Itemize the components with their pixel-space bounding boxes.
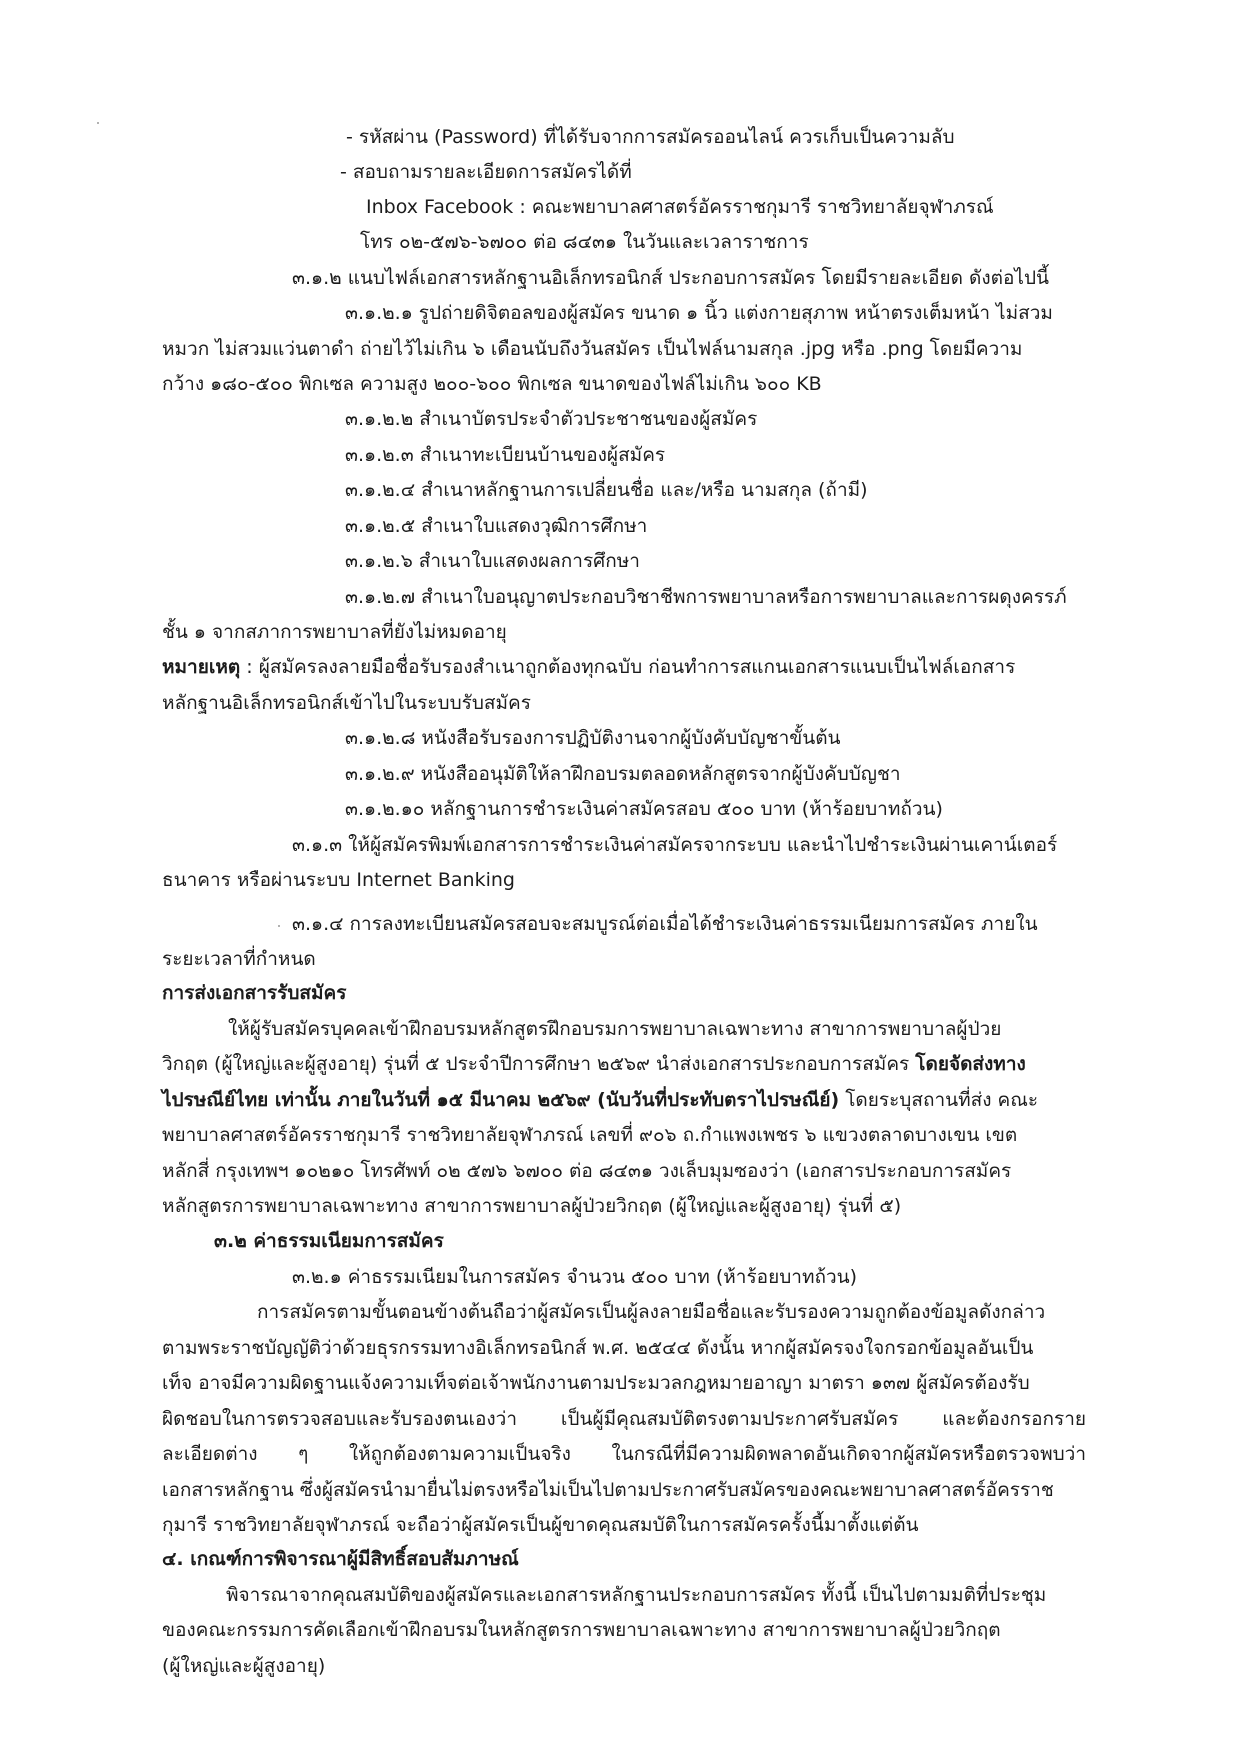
text-line: ๓.๑.๒.๑ รูปถ่ายดิจิตอลของผู้สมัคร ขนาด ๑ นิ้ว แต่งกายสุภาพ หน้าตรงเต็มหน้า ไม่สวม (345, 302, 1053, 324)
section-heading: การส่งเอกสารรับสมัคร (162, 982, 347, 1004)
text-line: ๓.๑.๒.๙ หนังสืออนุมัติให้ลาฝึกอบรมตลอดหลักสูตรจากผู้บังคับบัญชา (345, 763, 901, 785)
scan-dot (97, 122, 99, 124)
text-line: ตามพระราชบัญญัติว่าด้วยธุรกรรมทางอิเล็กทรอนิกส์ พ.ศ. ๒๕๔๔ ดังนั้น หากผู้สมัครจงใจกรอกข้อมูลอันเป็น (162, 1337, 1034, 1359)
text-line: Inbox Facebook : คณะพยาบาลศาสตร์อัครราชกุมารี ราชวิทยาลัยจุฬาภรณ์ (366, 196, 994, 218)
text-line: (ผู้ใหญ่และผู้สูงอายุ) (162, 1655, 326, 1677)
text-line: พยาบาลศาสตร์อัครราชกุมารี ราชวิทยาลัยจุฬาภรณ์ เลขที่ ๙๐๖ ถ.กำแพงเพชร ๖ แขวงตลาดบางเขน เขต (162, 1124, 1018, 1146)
text-line: - สอบถามรายละเอียดการสมัครได้ที่ (340, 161, 632, 183)
note-line (162, 654, 1015, 680)
text-line: ๓.๑.๒.๑๐ หลักฐานการชำระเงินค่าสมัครสอบ ๕๐๐ บาท (ห้าร้อยบาทถ้วน) (345, 798, 943, 820)
text-line: หลักฐานอิเล็กทรอนิกส์เข้าไปในระบบรับสมัคร (162, 692, 531, 714)
text-line: ๓.๑.๒.๕ สำเนาใบแสดงวุฒิการศึกษา (345, 515, 648, 537)
text-line: หลักสูตรการพยาบาลเฉพาะทาง สาขาการพยาบาลผู้ป่วยวิกฤต (ผู้ใหญ่และผู้สูงอายุ) รุ่นที่ ๕) (162, 1195, 902, 1217)
section-heading: ๔. เกณฑ์การพิจารณาผู้มีสิทธิ์สอบสัมภาษณ์ (162, 1548, 519, 1570)
text-line: ๓.๑.๒.๘ หนังสือรับรองการปฏิบัติงานจากผู้บังคับบัญชาขั้นต้น (345, 727, 841, 749)
text-line (162, 1087, 1038, 1113)
text-line: กว้าง ๑๘๐-๕๐๐ พิกเซล ความสูง ๒๐๐-๖๐๐ พิกเซล ขนาดของไฟล์ไม่เกิน ๖๐๐ KB (162, 373, 822, 395)
text-line: ให้ผู้รับสมัครบุคคลเข้าฝึกอบรมหลักสูตรฝึกอบรมการพยาบาลเฉพาะทาง สาขาการพยาบาลผู้ป่วย (228, 1018, 1002, 1040)
text-line: ของคณะกรรมการคัดเลือกเข้าฝึกอบรมในหลักสูตรการพยาบาลเฉพาะทาง สาขาการพยาบาลผู้ป่วยวิกฤต (162, 1619, 1001, 1641)
note-label: หมายเหตุ (162, 656, 241, 678)
text-line: การสมัครตามขั้นตอนข้างต้นถือว่าผู้สมัครเป็นผู้ลงลายมือชื่อและรับรองความถูกต้องข้อมูลดังกล่าว (257, 1301, 1046, 1323)
text-line: โทร ๐๒-๕๗๖-๖๗๐๐ ต่อ ๘๔๓๑ ในวันและเวลาราชการ (360, 231, 809, 253)
text-line: ๓.๑.๒.๖ สำเนาใบแสดงผลการศึกษา (345, 550, 640, 572)
scan-dot (278, 925, 280, 927)
text-line: ผิดชอบในการตรวจสอบและรับรองตนเองว่า เป็นผู้มีคุณสมบัติตรงตามประกาศรับสมัคร และต้องกรอกราย (162, 1408, 1086, 1430)
text-line: ละเอียดต่าง ๆ ให้ถูกต้องตามความเป็นจริง ในกรณีที่มีความผิดพลาดอันเกิดจากผู้สมัครหรือตรวจพบว่า (162, 1443, 1086, 1465)
text-run: โดยระบุสถานที่ส่ง คณะ (839, 1089, 1039, 1111)
text-line (162, 1051, 1026, 1077)
text-line: เท็จ อาจมีความผิดฐานแจ้งความเท็จต่อเจ้าพนักงานตามประมวลกฎหมายอาญา มาตรา ๑๓๗ ผู้สมัครต้องรับ (162, 1372, 1030, 1394)
text-line: ๓.๑.๔ การลงทะเบียนสมัครสอบจะสมบูรณ์ต่อเมื่อได้ชำระเงินค่าธรรมเนียมการสมัคร ภายใน (292, 913, 1038, 935)
text-line: ๓.๑.๒.๒ สำเนาบัตรประจำตัวประชาชนของผู้สมัคร (345, 408, 758, 430)
text-line: หมวก ไม่สวมแว่นตาดำ ถ่ายไว้ไม่เกิน ๖ เดือนนับถึงวันสมัคร เป็นไฟล์นามสกุล .jpg หรือ .png โดยมีความ (162, 338, 1023, 360)
text-line: ๓.๑.๒.๗ สำเนาใบอนุญาตประกอบวิชาชีพการพยาบาลหรือการพยาบาลและการผดุงครรภ์ (345, 586, 1067, 608)
text-line: ๓.๑.๒ แนบไฟล์เอกสารหลักฐานอิเล็กทรอนิกส์ ประกอบการสมัคร โดยมีรายละเอียด ดังต่อไปนี้ (292, 267, 1049, 289)
text-line: เอกสารหลักฐาน ซึ่งผู้สมัครนำมายื่นไม่ตรงหรือไม่เป็นไปตามประกาศรับสมัครของคณะพยาบาลศาสตร์อัครราช (162, 1479, 1054, 1501)
text-line: ๓.๑.๒.๓ สำเนาทะเบียนบ้านของผู้สมัคร (345, 444, 666, 466)
text-line: ๓.๒.๑ ค่าธรรมเนียมในการสมัคร จำนวน ๕๐๐ บาท (ห้าร้อยบาทถ้วน) (292, 1266, 858, 1288)
section-heading: ๓.๒ ค่าธรรมเนียมการสมัคร (214, 1230, 444, 1252)
text-line: ธนาคาร หรือผ่านระบบ Internet Banking (162, 869, 515, 891)
text-line: ๓.๑.๓ ให้ผู้สมัครพิมพ์เอกสารการชำระเงินค่าสมัครจากระบบ และนำไปชำระเงินผ่านเคาน์เตอร์ (292, 834, 1058, 856)
text-line: ๓.๑.๒.๔ สำเนาหลักฐานการเปลี่ยนชื่อ และ/หรือ นามสกุล (ถ้ามี) (345, 479, 868, 501)
text-run-bold: โดยจัดส่งทาง (915, 1053, 1026, 1075)
text-run: วิกฤต (ผู้ใหญ่และผู้สูงอายุ) รุ่นที่ ๕ ประจำปีการศึกษา ๒๕๖๙ นำส่งเอกสารประกอบการสมัคร (162, 1053, 916, 1075)
text-line: - รหัสผ่าน (Password) ที่ได้รับจากการสมัครออนไลน์ ควรเก็บเป็นความลับ (346, 126, 955, 148)
note-text: : ผู้สมัครลงลายมือชื่อรับรองสำเนาถูกต้องทุกฉบับ ก่อนทำการสแกนเอกสารแนบเป็นไฟล์เอกสาร (240, 656, 1016, 678)
text-line: ระยะเวลาที่กำหนด (162, 948, 316, 970)
text-run-bold: ไปรษณีย์ไทย เท่านั้น ภายในวันที่ ๑๕ มีนาคม ๒๕๖๙ (นับวันที่ประทับตราไปรษณีย์) (162, 1089, 840, 1111)
text-line: กุมารี ราชวิทยาลัยจุฬาภรณ์ จะถือว่าผู้สมัครเป็นผู้ขาดคุณสมบัติในการสมัครครั้งนี้มาตั้งแต่ต้น (162, 1514, 919, 1536)
text-line: หลักสี่ กรุงเทพฯ ๑๐๒๑๐ โทรศัพท์ ๐๒ ๕๗๖ ๖๗๐๐ ต่อ ๘๔๓๑ วงเล็บมุมซองว่า (เอกสารประกอบการสมัคร (162, 1160, 1012, 1182)
text-line: พิจารณาจากคุณสมบัติของผู้สมัครและเอกสารหลักฐานประกอบการสมัคร ทั้งนี้ เป็นไปตามมติที่ประชุม (226, 1584, 1047, 1606)
text-line: ชั้น ๑ จากสภาการพยาบาลที่ยังไม่หมดอายุ (162, 621, 507, 643)
